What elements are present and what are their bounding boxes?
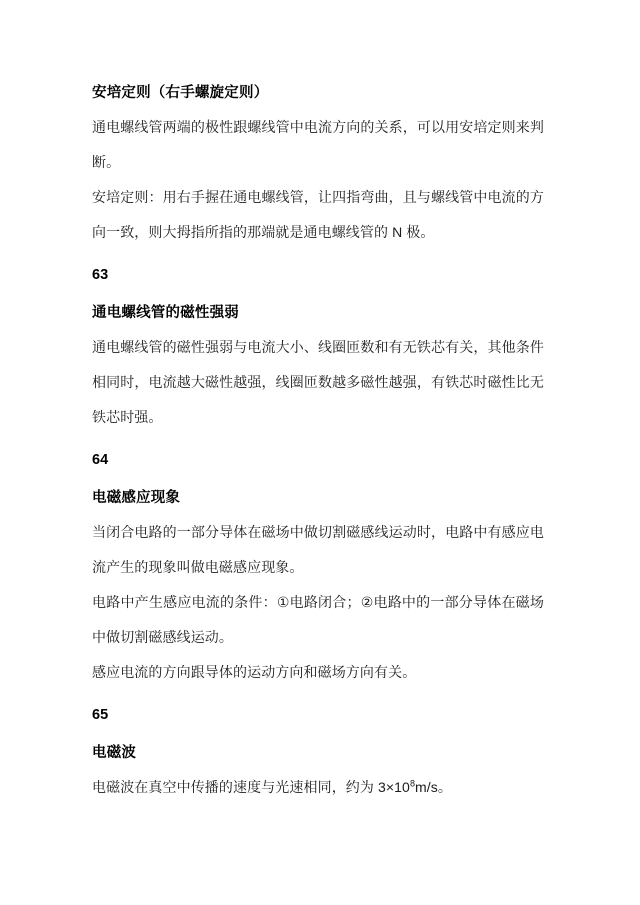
- section-number-64: 64: [92, 452, 109, 468]
- section-heading-ampere-rule: 安培定则（右手螺旋定则）: [92, 85, 269, 101]
- document-content: [92, 72, 544, 805]
- paragraph-induction-conditions: 电路中产生感应电流的条件：①电路闭合；②电路中的一部分导体在磁场中做切割磁感线运动。: [92, 594, 544, 645]
- paragraph-electromagnetic-wave-speed: [92, 770, 544, 805]
- section-heading-electromagnetic-induction: 电磁感应现象: [92, 490, 181, 506]
- wave-speed-text-before: 电磁波在真空中传播的速度与光速相同，约为 3×10: [92, 779, 410, 795]
- section-heading-electromagnetic-wave: 电磁波: [92, 745, 137, 761]
- paragraph-induction-definition: 当闭合电路的一部分导体在磁场中做切割磁感线运动时，电路中有感应电流产生的现象叫做电磁感应现象。: [92, 524, 544, 575]
- paragraph-ampere-relation: 通电螺线管两端的极性跟螺线管中电流方向的关系，可以用安培定则来判断。: [92, 119, 544, 170]
- paragraph-solenoid-strength: 通电螺线管的磁性强弱与电流大小、线圈匝数和有无铁芯有关，其他条件相同时，电流越大磁性越强，线圈匝数越多磁性越强，有铁芯时磁性比无铁芯时强。: [92, 339, 544, 425]
- section-number-65: 65: [92, 707, 109, 723]
- section-number-63: 63: [92, 267, 109, 283]
- wave-speed-text-after: m/s。: [415, 779, 452, 795]
- paragraph-ampere-definition: 安培定则：用右手握茌通电螺线管，让四指弯曲，且与螺线管中电流的方向一致，则大拇指所指的那端就是通电螺线管的 N 极。: [92, 189, 544, 240]
- paragraph-induction-direction: 感应电流的方向跟导体的运动方向和磁场方向有关。: [92, 664, 417, 680]
- section-heading-solenoid-strength: 通电螺线管的磁性强弱: [92, 305, 239, 321]
- wave-speed-exponent: 8: [409, 778, 416, 789]
